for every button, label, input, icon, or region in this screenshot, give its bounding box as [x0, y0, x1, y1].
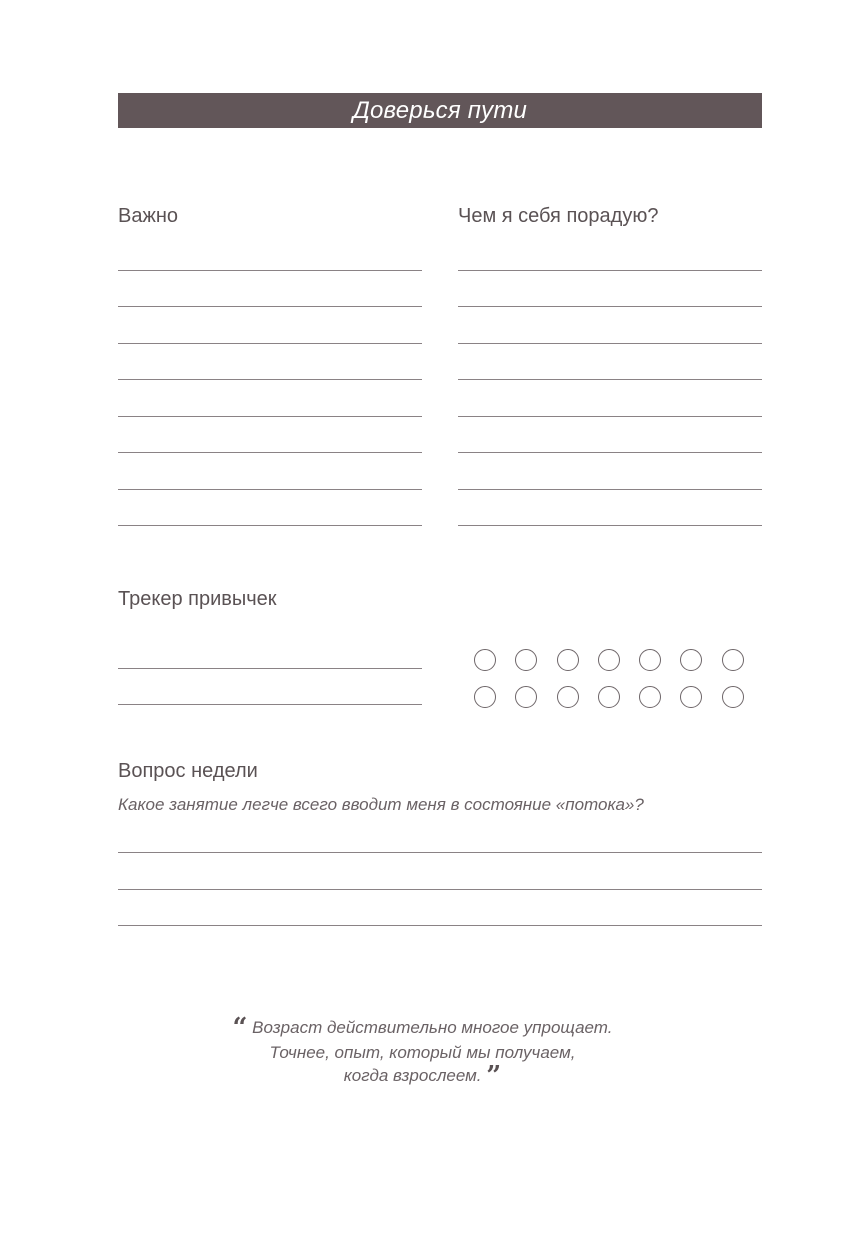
important-line-3[interactable]	[118, 343, 422, 344]
treat-line-4[interactable]	[458, 379, 762, 380]
open-quote-icon: “	[232, 1013, 248, 1043]
page-title: Доверься пути	[352, 96, 528, 124]
question-heading: Вопрос недели	[118, 760, 258, 782]
habit-2-day-4-checkbox[interactable]	[598, 686, 620, 708]
habit-2-day-5-checkbox[interactable]	[639, 686, 661, 708]
treat-line-8[interactable]	[458, 525, 762, 526]
quote-line-1: Возраст действительно многое упрощает.	[252, 1018, 613, 1037]
habit-2-day-1-checkbox[interactable]	[474, 686, 496, 708]
treat-line-7[interactable]	[458, 489, 762, 490]
habit-1-day-1-checkbox[interactable]	[474, 649, 496, 671]
important-line-5[interactable]	[118, 416, 422, 417]
habit-1-day-5-checkbox[interactable]	[639, 649, 661, 671]
habit-1-day-4-checkbox[interactable]	[598, 649, 620, 671]
habit-2-day-7-checkbox[interactable]	[722, 686, 744, 708]
habit-line-1[interactable]	[118, 668, 422, 669]
quote-block	[0, 1013, 845, 1091]
important-line-2[interactable]	[118, 306, 422, 307]
treat-line-3[interactable]	[458, 343, 762, 344]
important-line-7[interactable]	[118, 489, 422, 490]
habit-1-day-7-checkbox[interactable]	[722, 649, 744, 671]
quote-line-2: Точнее, опыт, который мы получаем,	[269, 1042, 576, 1062]
treat-line-6[interactable]	[458, 452, 762, 453]
habit-line-2[interactable]	[118, 704, 422, 705]
answer-line-3[interactable]	[118, 925, 762, 926]
answer-line-1[interactable]	[118, 852, 762, 853]
habit-1-day-6-checkbox[interactable]	[680, 649, 702, 671]
important-line-1[interactable]	[118, 270, 422, 271]
treat-line-1[interactable]	[458, 270, 762, 271]
title-bar	[118, 93, 762, 128]
habit-2-day-6-checkbox[interactable]	[680, 686, 702, 708]
habit-1-day-2-checkbox[interactable]	[515, 649, 537, 671]
treat-line-2[interactable]	[458, 306, 762, 307]
close-quote-icon: ”	[486, 1061, 502, 1091]
habit-2-day-3-checkbox[interactable]	[557, 686, 579, 708]
quote-line-3: когда взрослеем.	[343, 1066, 482, 1085]
treat-line-5[interactable]	[458, 416, 762, 417]
habit-2-day-2-checkbox[interactable]	[515, 686, 537, 708]
habit-tracker-heading: Трекер привычек	[118, 588, 277, 610]
important-heading: Важно	[118, 205, 179, 227]
question-text: Какое занятие легче всего вводит меня в состояние «потока»?	[118, 795, 644, 814]
important-line-6[interactable]	[118, 452, 422, 453]
important-line-8[interactable]	[118, 525, 422, 526]
important-line-4[interactable]	[118, 379, 422, 380]
treat-heading: Чем я себя порадую?	[458, 205, 659, 227]
habit-1-day-3-checkbox[interactable]	[557, 649, 579, 671]
answer-line-2[interactable]	[118, 889, 762, 890]
